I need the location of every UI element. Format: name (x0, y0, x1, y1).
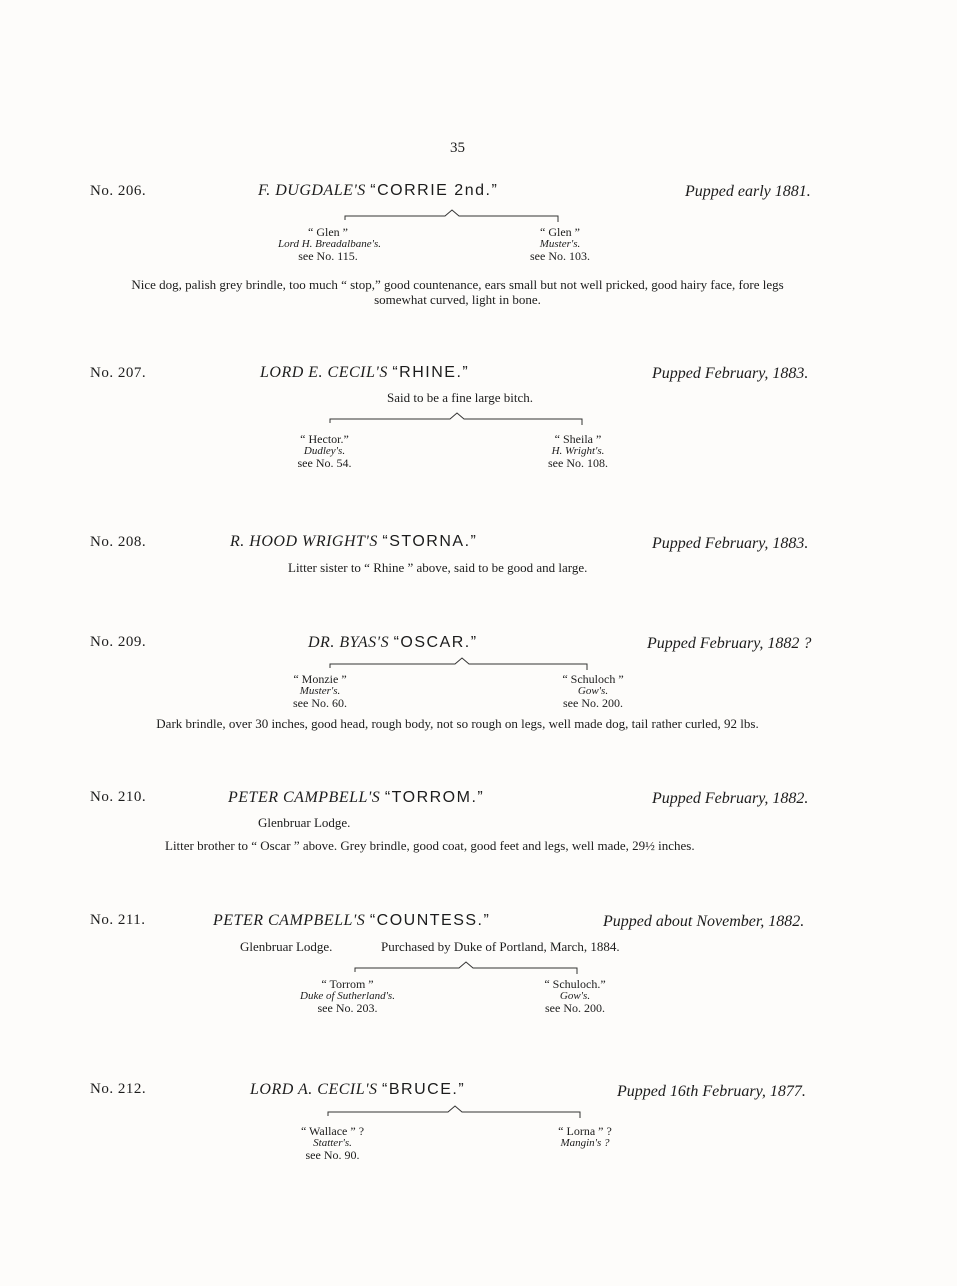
sire-owner: Statter's. (313, 1137, 352, 1149)
dam-owner: Gow's. (559, 990, 591, 1002)
sire-owner: Muster's. (299, 685, 341, 697)
owner-name (250, 1081, 465, 1099)
note: Litter sister to “ Rhine ” above, said to be good and large. (288, 560, 588, 575)
owner-text: LORD E. CECIL'S (260, 364, 388, 381)
dog-name: “COUNTESS.” (369, 912, 491, 929)
dog-name: “RHINE.” (392, 364, 470, 381)
sire-name: “ Torrom ” (321, 977, 374, 991)
description-line: Dark brindle, over 30 inches, good head, rough body, not so rough on legs, well made dog, tail rather curled, 92 lbs. (156, 716, 759, 731)
dam-reference: see No. 200. (563, 696, 623, 710)
dam (535, 1125, 635, 1149)
owner-text: PETER CAMPBELL'S (228, 789, 381, 806)
description (90, 716, 825, 731)
dam-reference: see No. 200. (545, 1001, 605, 1015)
dam-name: “ Schuloch ” (562, 672, 624, 686)
owner-name (308, 634, 478, 652)
entry-number: No. 211. (90, 912, 146, 928)
owner-name (230, 533, 477, 551)
dam-name: “ Lorna ” ? (558, 1124, 612, 1138)
pedigree-bracket (330, 658, 590, 674)
owner-text: DR. BYAS'S (308, 634, 390, 651)
note: Glenbruar Lodge. (240, 939, 333, 954)
owner-text: LORD A. CECIL'S (250, 1081, 378, 1098)
owner-name (213, 912, 490, 930)
sire (280, 1125, 385, 1161)
dam-name: “ Glen ” (540, 225, 580, 239)
dog-name: “STORNA.” (382, 533, 478, 550)
sire-name: “ Monzie ” (293, 672, 347, 686)
sire (278, 225, 381, 263)
dam-name: “ Schuloch.” (544, 977, 606, 991)
owner-name (260, 364, 469, 382)
description-line: somewhat curved, light in bone. (374, 292, 541, 307)
description (90, 277, 825, 307)
entry-number: No. 206. (90, 183, 147, 199)
sire-owner: Dudley's. (303, 445, 346, 457)
dam-owner: Gow's. (577, 685, 609, 697)
sire-name: “ Hector.” (300, 432, 349, 446)
dog-name: “OSCAR.” (393, 634, 478, 651)
dam-name: “ Sheila ” (554, 432, 602, 446)
sire-owner: Lord H. Breadalbane's. (278, 238, 381, 250)
owner-name (228, 789, 484, 807)
sire (270, 673, 370, 709)
owner-name (258, 182, 498, 200)
pedigree-bracket (345, 210, 560, 226)
dam-owner: H. Wright's. (551, 445, 605, 457)
sire-reference: see No. 90. (305, 1148, 360, 1162)
note: Purchased by Duke of Portland, March, 1884. (381, 939, 620, 954)
dam-reference: see No. 103. (530, 249, 590, 263)
sire-name: “ Wallace ” ? (300, 1124, 365, 1138)
page-number: 35 (450, 140, 465, 156)
description-line: Litter brother to “ Oscar ” above. Grey brindle, good coat, good feet and legs, well made, 29½ inches. (165, 838, 695, 853)
owner-text: F. DUGDALE'S (258, 182, 366, 199)
pupped-date: Pupped 16th February, 1877. (617, 1083, 806, 1100)
sire-reference: see No. 203. (317, 1001, 378, 1015)
entry-number: No. 209. (90, 634, 147, 650)
dam-reference: see No. 108. (548, 456, 608, 470)
sire (285, 978, 410, 1014)
sire-reference: see No. 115. (298, 249, 358, 263)
pedigree-bracket (330, 413, 585, 429)
dog-name: “CORRIE 2nd.” (370, 182, 499, 199)
pupped-date: Pupped February, 1882. (652, 790, 809, 807)
dam (510, 226, 610, 262)
note: Glenbruar Lodge. (258, 815, 351, 830)
dam (525, 978, 625, 1014)
sire-name: “ Glen ” (308, 225, 348, 239)
pedigree-bracket (328, 1106, 583, 1122)
entry-number: No. 207. (90, 365, 147, 381)
pupped-date: Pupped February, 1883. (652, 365, 809, 382)
entry-number: No. 212. (90, 1081, 147, 1097)
entry-number: No. 208. (90, 534, 147, 550)
owner-text: PETER CAMPBELL'S (213, 912, 366, 929)
dam-owner: Muster's. (539, 238, 581, 250)
sire-reference: see No. 54. (297, 456, 352, 470)
pupped-date: Pupped February, 1883. (652, 535, 809, 552)
sire-reference: see No. 60. (293, 696, 347, 710)
pedigree-bracket-wrap (330, 658, 590, 674)
pupped-date: Pupped February, 1882 ? (647, 635, 812, 652)
dam-owner: Mangin's ? (560, 1137, 610, 1149)
owner-text: R. HOOD WRIGHT'S (230, 533, 378, 550)
description-line: Nice dog, palish grey brindle, too much “ stop,” good countenance, ears small but not well pricked, good hairy face, fore legs (131, 277, 784, 292)
dog-name: “BRUCE.” (382, 1081, 466, 1098)
dam (528, 433, 628, 469)
entry-number: No. 210. (90, 789, 147, 805)
sire (272, 433, 377, 469)
pupped-date: Pupped about November, 1882. (603, 913, 805, 930)
note: Said to be a fine large bitch. (387, 390, 533, 405)
dam (543, 673, 643, 709)
pupped-date: Pupped early 1881. (685, 183, 811, 200)
dog-name: “TORROM.” (384, 789, 485, 806)
pedigree-bracket (355, 962, 580, 978)
sire-owner: Duke of Sutherland's. (300, 990, 395, 1002)
